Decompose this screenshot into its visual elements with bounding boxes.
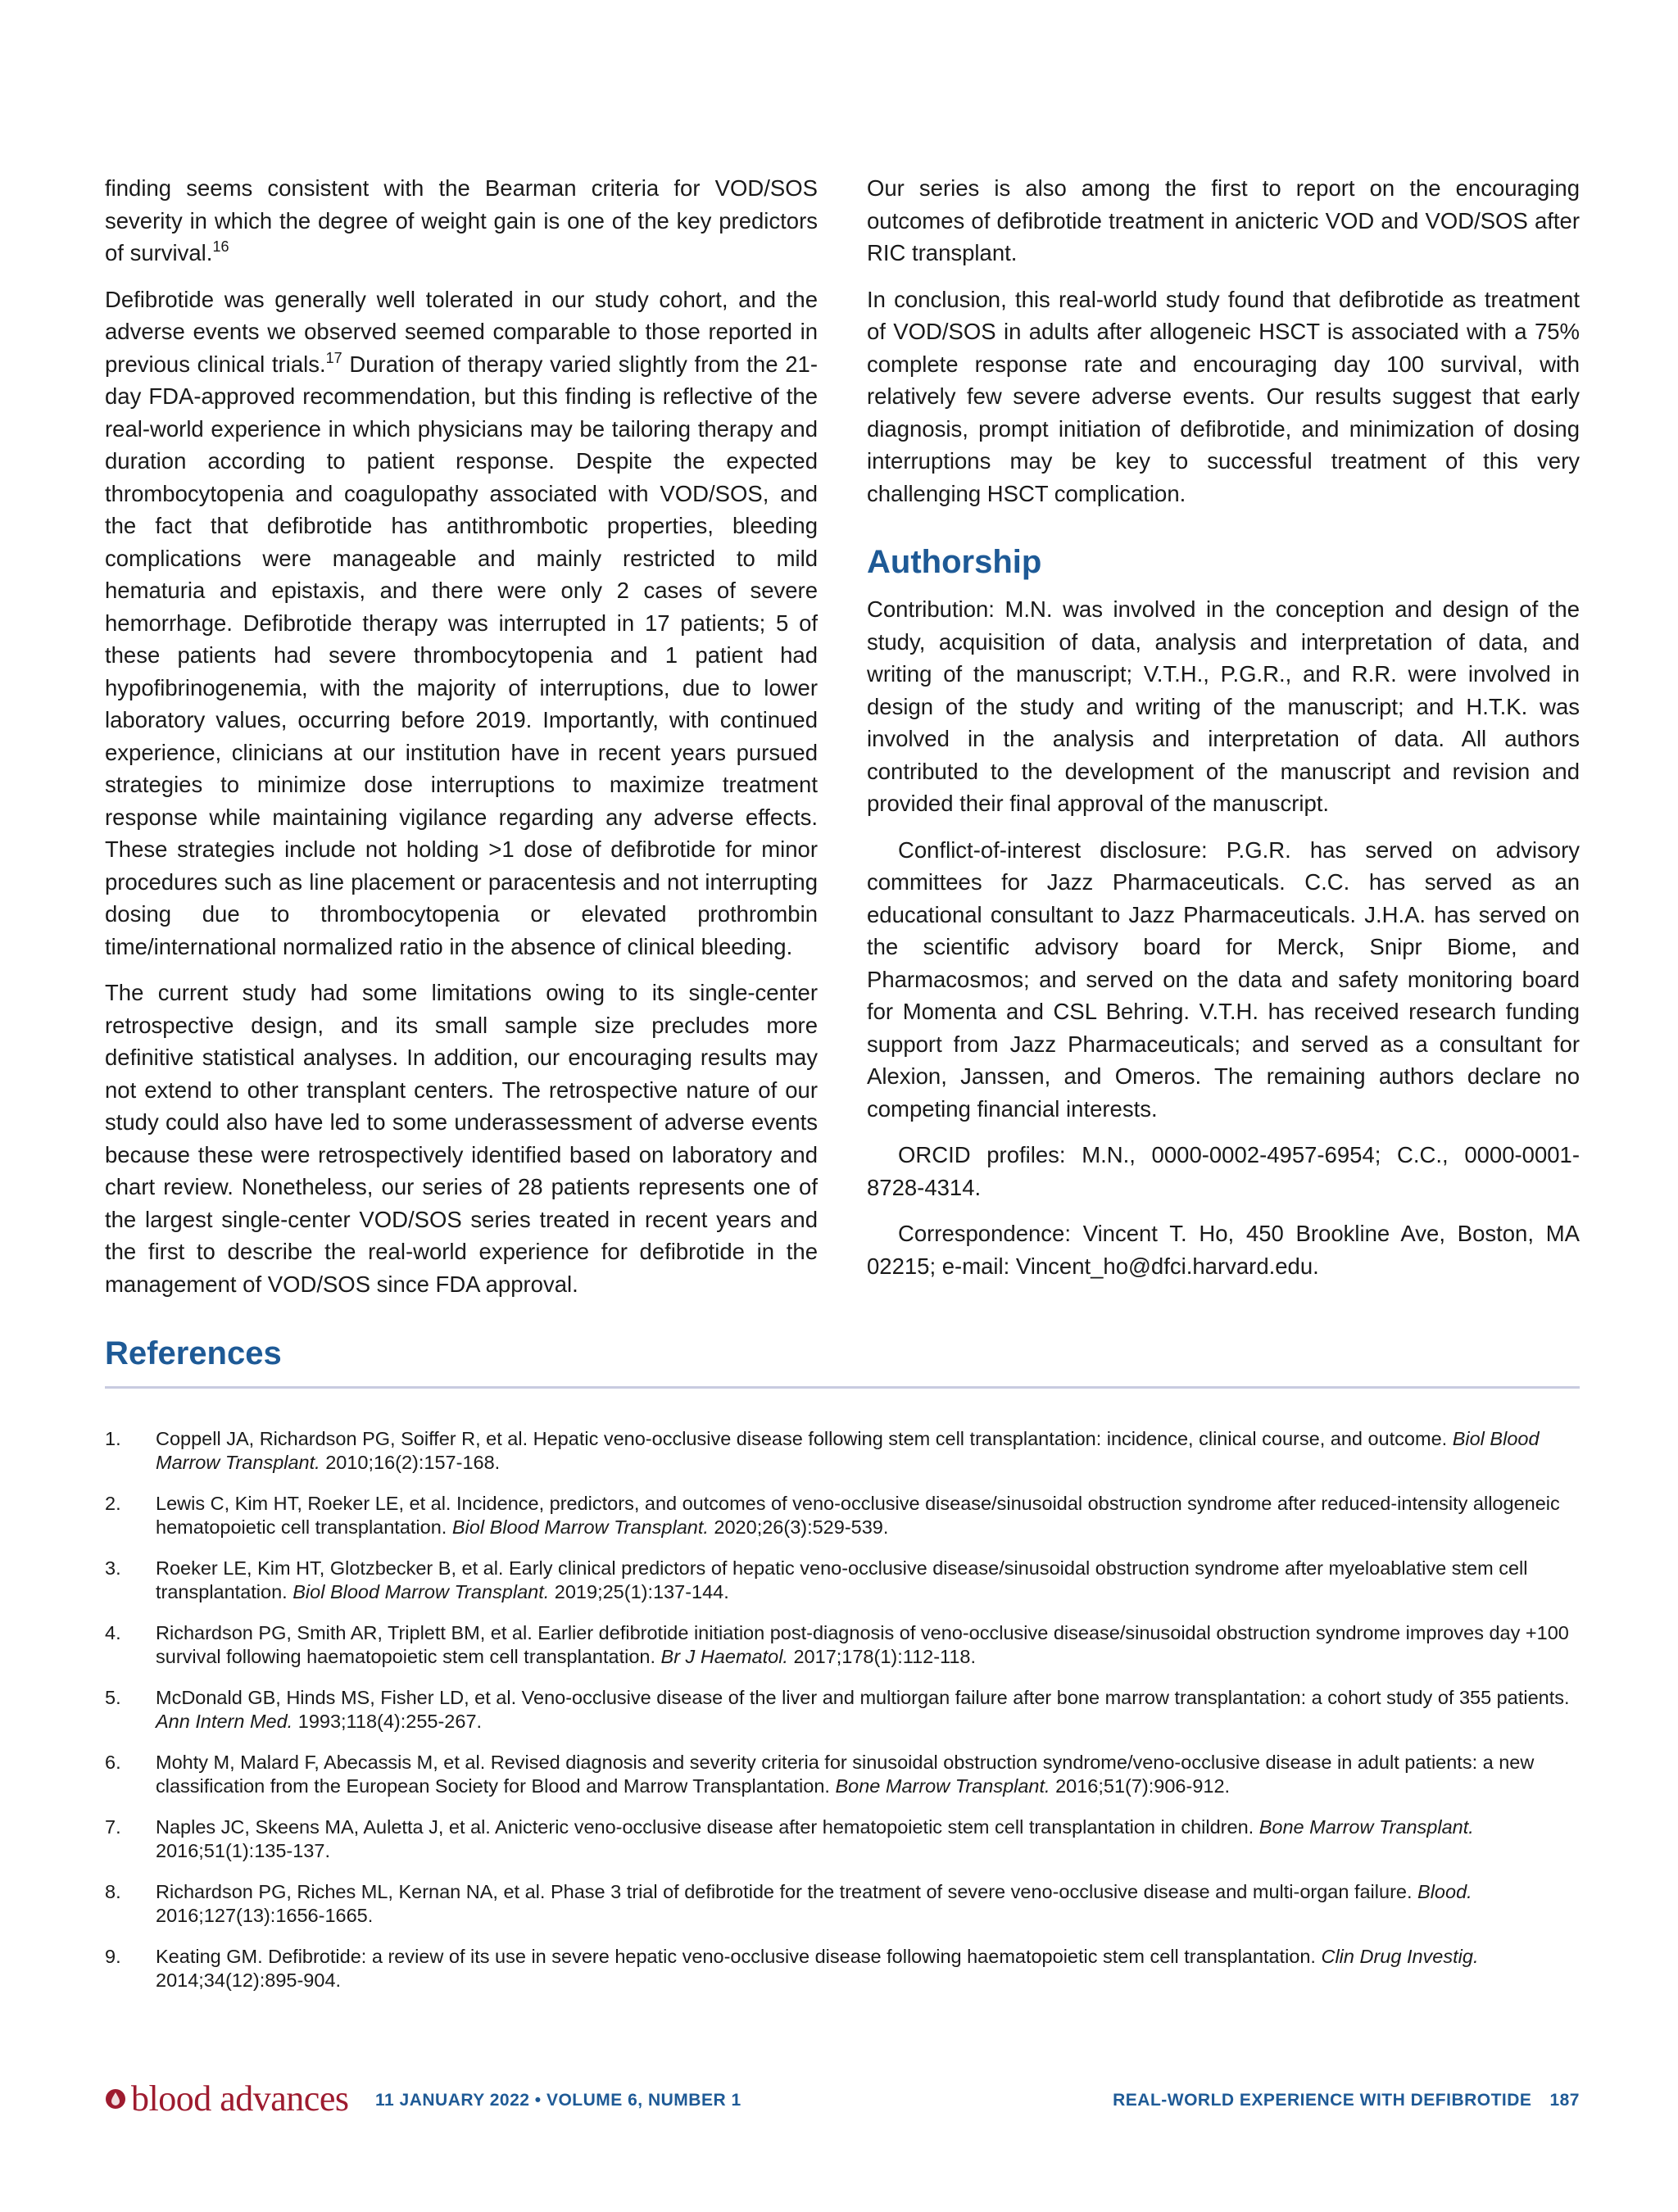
authorship-heading: Authorship (867, 544, 1042, 580)
citation-superscript: 16 (212, 238, 229, 255)
references-heading: References (105, 1335, 282, 1371)
contribution-paragraph: Contribution: M.N. was involved in the conception and design of the study, acquisition of data, analysis and interpretation of data, and writing of the manuscript; V.T.H., P.G.R., and R.R. were involved in design of the study and writing of the manuscript; and H.T.K. was involved in the analysis and interpretation of data. All authors contributed to the development of the manuscript and revision and provided their final approval of the manuscript. (867, 596, 1580, 816)
reference-item: 4. Richardson PG, Smith AR, Triplett BM, et al. Earlier defibrotide initiation post-diagnosis of veno-occlusive disease/sinusoidal obstruction syndrome improves day +100 survival following haematopoietic stem cell transplantation. Br J Haematol. 2017;178(1):112-118. (105, 1622, 1569, 1667)
reference-item: 2. Lewis C, Kim HT, Roeker LE, et al. Incidence, predictors, and outcomes of veno-occlusive disease/sinusoidal obstruction syndrome after reduced-intensity allogeneic hematopoietic cell transplantation. Biol Blood Marrow Transplant. 2020;26(3):529-539. (105, 1493, 1560, 1538)
paragraph: Our series is also among the first to report on the encouraging outcomes of defibrotide treatment in anicteric VOD and VOD/SOS after RIC transplant. (867, 175, 1580, 265)
reference-item: 7. Naples JC, Skeens MA, Auletta J, et al. Anicteric veno-occlusive disease after hematopoietic stem cell transplantation in children. Bone Marrow Transplant. 2016;51(1):135-137. (105, 1816, 1474, 1861)
body-columns (105, 172, 1580, 1297)
page-number: 187 (1549, 2091, 1580, 2110)
paragraph: Defibrotide was generally well tolerated in our study cohort, and the adverse events we observed seemed comparable to those reported in previous clinical trials.$^{17}$ Duration of therapy varied slightly from the 21-day FDA-approved recommendation, but this finding is reflective of the real-world experience in which physicians may be tailoring therapy and duration according to patient response. Despite the expected thrombocytopenia and coagulopathy associated with VOD/SOS, and the fact that defibrotide has antithrombotic properties, bleeding complications were manageable and mainly restricted to mild hematuria and epistaxis, and there were only 2 cases of severe hemorrhage. Defibrotide therapy was interrupted in 17 patients; 5 of these patients had severe thrombocytopenia and 1 patient had hypofibrinogenemia, with the majority of interruptions, due to lower laboratory values, occurring before 2019. Importantly, with continued experience, clinicians at our institution have in recent years pursued strategies to minimize dose interruptions to maximize treatment response while maintaining vigilance regarding any adverse effects. These strategies include not holding >1 dose of defibrotide for minor procedures such as line placement or paracentesis and not interrupting dosing due to thrombocytopenia or elevated prothrombin time/international normalized ratio in the absence of clinical bleeding. (105, 286, 818, 959)
running-title: REAL-WORLD EXPERIENCE WITH DEFIBROTIDE 187 (1113, 2091, 1580, 2110)
paragraph: The current study had some limitations owing to its single-center retrospective design, and its small sample size precludes more definitive statistical analyses. In addition, our encouraging results may not extend to other transplant centers. The retrospective nature of our study could also have led to some underassessment of adverse events because these were retrospectively identified based on laboratory and chart review. Nonetheless, our series of 28 patients represents one of the largest single-center VOD/SOS series treated in recent years and the first to describe the real-world experience for defibrotide in the management of VOD/SOS since FDA approval. (105, 980, 818, 1297)
reference-item: 3. Roeker LE, Kim HT, Glotzbecker B, et al. Early clinical predictors of hepatic veno-occlusive disease/sinusoidal obstruction syndrome after myeloablative stem cell transplantation. Biol Blood Marrow Transplant. 2019;25(1):137-144. (105, 1557, 1528, 1602)
issue-info: 11 JANUARY 2022 • VOLUME 6, NUMBER 1 (375, 2091, 741, 2110)
reference-item: 6. Mohty M, Malard F, Abecassis M, et al. Revised diagnosis and severity criteria for sinusoidal obstruction syndrome/veno-occlusive disease in adult patients: a new classification from the European Society for Blood and Marrow Transplantation. Bone Marrow Transplant. 2016;51(7):906-912. (105, 1752, 1535, 1797)
left-column (105, 172, 818, 1314)
citation-superscript: 17 (325, 349, 342, 366)
correspondence-paragraph: Correspondence: Vincent T. Ho, 450 Brookline Ave, Boston, MA 02215; e-mail: Vincent_ho@dfci.harvard.edu. (867, 1221, 1580, 1279)
references-list (105, 1427, 1580, 2010)
reference-item: 1. Coppell JA, Richardson PG, Soiffer R, et al. Hepatic veno-occlusive disease following stem cell transplantation: incidence, clinical course, and outcome. Biol Blood Marrow Transplant. 2010;16(2):157-168. (105, 1428, 1540, 1473)
paragraph: In conclusion, this real-world study found that defibrotide as treatment of VOD/SOS in adults after allogeneic HSCT is associated with a 75% complete response rate and encouraging day 100 survival, with relatively few severe adverse events. Our results suggest that early diagnosis, prompt initiation of defibrotide, and minimization of dosing interruptions may be key to successful treatment of this very challenging HSCT complication. (867, 286, 1580, 506)
blood-drop-icon (105, 2088, 126, 2110)
journal-name: blood advances (131, 2078, 349, 2119)
right-column (867, 172, 1580, 1296)
paragraph: finding seems consistent with the Bearman criteria for VOD/SOS severity in which the degree of weight gain is one of the key predictors of survival.$^{16}$ (105, 175, 818, 265)
journal-logo (105, 2078, 349, 2119)
page-footer (105, 2078, 1580, 2119)
references-divider (105, 1386, 1580, 1389)
reference-item: 5. McDonald GB, Hinds MS, Fisher LD, et al. Veno-occlusive disease of the liver and multiorgan failure after bone marrow transplantation: a cohort study of 355 patients. Ann Intern Med. 1993;118(4):255-267. (105, 1687, 1570, 1732)
conflict-paragraph: Conflict-of-interest disclosure: P.G.R. has served on advisory committees for Jazz Pharmaceuticals. C.C. has served as an educational consultant to Jazz Pharmaceuticals. J.H.A. has served on the scientific advisory board for Merck, Snipr Biome, and Pharmacosmos; and served on the data and safety monitoring board for Momenta and CSL Behring. V.T.H. has received research funding support from Jazz Pharmaceuticals; and served as a consultant for Alexion, Janssen, and Omeros. The remaining authors declare no competing financial interests. (867, 836, 1580, 1122)
reference-item: 8. Richardson PG, Riches ML, Kernan NA, et al. Phase 3 trial of defibrotide for the treatment of severe veno-occlusive disease and multi-organ failure. Blood. 2016;127(13):1656-1665. (105, 1881, 1472, 1926)
reference-item: 9. Keating GM. Defibrotide: a review of its use in severe hepatic veno-occlusive disease following haematopoietic stem cell transplantation. Clin Drug Investig. 2014;34(12):895-904. (105, 1946, 1479, 1991)
orcid-paragraph: ORCID profiles: M.N., 0000-0002-4957-6954; C.C., 0000-0001-8728-4314. (867, 1142, 1580, 1200)
